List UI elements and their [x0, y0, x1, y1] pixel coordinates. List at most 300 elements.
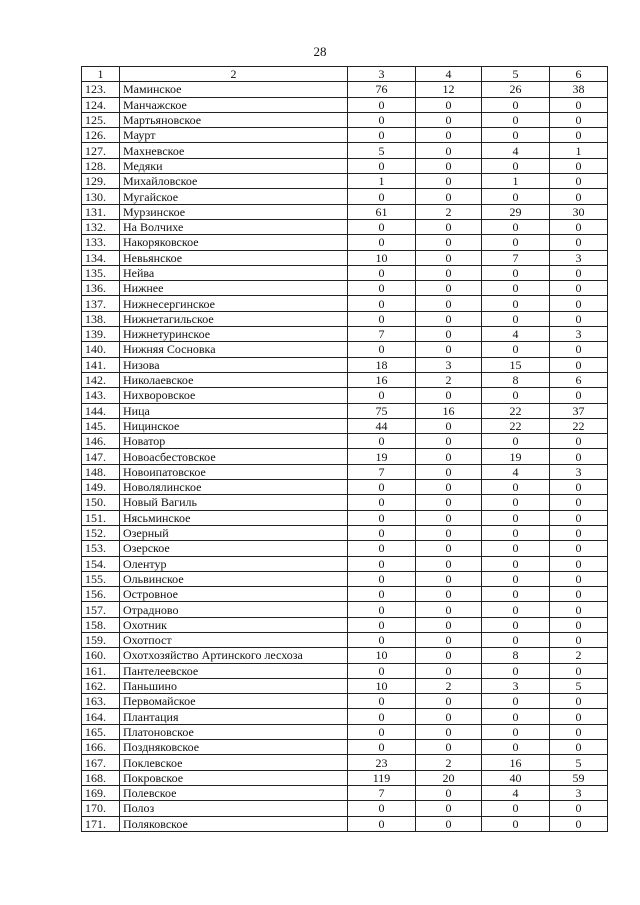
value-col-5: 40	[482, 770, 550, 785]
table-row	[82, 158, 608, 173]
hunting-ground-name: Мурзинское	[120, 204, 348, 219]
value-col-4: 0	[416, 464, 482, 479]
row-number: 144.	[82, 403, 120, 418]
value-col-6: 0	[550, 556, 608, 571]
value-col-4: 0	[416, 648, 482, 663]
hunting-ground-name: Поклевское	[120, 755, 348, 770]
value-col-5: 19	[482, 449, 550, 464]
value-col-6: 0	[550, 816, 608, 831]
value-col-3: 0	[348, 311, 416, 326]
value-col-3: 0	[348, 663, 416, 678]
row-number: 170.	[82, 801, 120, 816]
value-col-6: 22	[550, 418, 608, 433]
table-row	[82, 434, 608, 449]
hunting-ground-name: Мугайское	[120, 189, 348, 204]
value-col-3: 61	[348, 204, 416, 219]
row-number: 139.	[82, 327, 120, 342]
row-number: 126.	[82, 128, 120, 143]
hunting-ground-name: Невьянское	[120, 250, 348, 265]
value-col-3: 16	[348, 372, 416, 387]
value-col-5: 0	[482, 525, 550, 540]
row-number: 149.	[82, 480, 120, 495]
value-col-3: 10	[348, 648, 416, 663]
value-col-3: 10	[348, 250, 416, 265]
value-col-5: 0	[482, 602, 550, 617]
row-number: 156.	[82, 587, 120, 602]
value-col-4: 0	[416, 174, 482, 189]
hunting-ground-name: Покровское	[120, 770, 348, 785]
value-col-4: 0	[416, 449, 482, 464]
hunting-ground-name: Нижнетуринское	[120, 327, 348, 342]
value-col-3: 0	[348, 632, 416, 647]
table-row	[82, 342, 608, 357]
value-col-4: 0	[416, 495, 482, 510]
value-col-4: 0	[416, 327, 482, 342]
value-col-6: 0	[550, 357, 608, 372]
value-col-4: 0	[416, 541, 482, 556]
column-header: 2	[120, 67, 348, 82]
table-row	[82, 357, 608, 372]
value-col-6: 0	[550, 480, 608, 495]
hunting-ground-name: Мартьяновское	[120, 112, 348, 127]
value-col-3: 0	[348, 434, 416, 449]
table-row	[82, 663, 608, 678]
value-col-5: 0	[482, 97, 550, 112]
value-col-3: 0	[348, 235, 416, 250]
value-col-4: 0	[416, 235, 482, 250]
column-header: 3	[348, 67, 416, 82]
value-col-5: 0	[482, 296, 550, 311]
value-col-6: 3	[550, 327, 608, 342]
value-col-5: 4	[482, 143, 550, 158]
value-col-5: 0	[482, 112, 550, 127]
value-col-4: 0	[416, 281, 482, 296]
value-col-6: 0	[550, 219, 608, 234]
value-col-6: 0	[550, 449, 608, 464]
value-col-5: 1	[482, 174, 550, 189]
table-row	[82, 740, 608, 755]
value-col-6: 0	[550, 694, 608, 709]
hunting-ground-name: Первомайское	[120, 694, 348, 709]
row-number: 163.	[82, 694, 120, 709]
value-col-4: 2	[416, 204, 482, 219]
value-col-3: 0	[348, 724, 416, 739]
table-row	[82, 678, 608, 693]
value-col-5: 0	[482, 632, 550, 647]
value-col-4: 0	[416, 112, 482, 127]
value-col-4: 0	[416, 510, 482, 525]
value-col-5: 0	[482, 510, 550, 525]
value-col-4: 0	[416, 525, 482, 540]
hunting-ground-name: Озерный	[120, 525, 348, 540]
hunting-ground-name: Нижняя Сосновка	[120, 342, 348, 357]
table-row	[82, 632, 608, 647]
value-col-5: 0	[482, 724, 550, 739]
value-col-3: 75	[348, 403, 416, 418]
value-col-5: 4	[482, 327, 550, 342]
row-number: 155.	[82, 571, 120, 586]
table-row	[82, 174, 608, 189]
hunting-ground-name: Нижнетагильское	[120, 311, 348, 326]
table-row	[82, 464, 608, 479]
row-number: 167.	[82, 755, 120, 770]
value-col-4: 2	[416, 755, 482, 770]
row-number: 140.	[82, 342, 120, 357]
value-col-6: 0	[550, 235, 608, 250]
value-col-3: 0	[348, 740, 416, 755]
row-number: 137.	[82, 296, 120, 311]
value-col-6: 0	[550, 525, 608, 540]
value-col-6: 0	[550, 801, 608, 816]
value-col-6: 0	[550, 112, 608, 127]
table-row	[82, 403, 608, 418]
value-col-3: 23	[348, 755, 416, 770]
value-col-5: 26	[482, 82, 550, 97]
hunting-ground-name: Олентур	[120, 556, 348, 571]
table-row	[82, 82, 608, 97]
value-col-3: 0	[348, 112, 416, 127]
value-col-4: 2	[416, 372, 482, 387]
row-number: 135.	[82, 265, 120, 280]
table-row	[82, 495, 608, 510]
row-number: 141.	[82, 357, 120, 372]
value-col-6: 0	[550, 174, 608, 189]
value-col-6: 5	[550, 755, 608, 770]
value-col-6: 0	[550, 265, 608, 280]
table-row	[82, 128, 608, 143]
value-col-3: 0	[348, 97, 416, 112]
hunting-ground-name: Накоряковское	[120, 235, 348, 250]
row-number: 150.	[82, 495, 120, 510]
hunting-ground-name: Охотник	[120, 617, 348, 632]
row-number: 132.	[82, 219, 120, 234]
value-col-4: 0	[416, 816, 482, 831]
value-col-6: 0	[550, 541, 608, 556]
value-col-5: 0	[482, 281, 550, 296]
value-col-4: 2	[416, 678, 482, 693]
hunting-ground-name: Платоновское	[120, 724, 348, 739]
row-number: 142.	[82, 372, 120, 387]
value-col-4: 0	[416, 724, 482, 739]
table-row	[82, 785, 608, 800]
value-col-6: 0	[550, 602, 608, 617]
hunting-ground-name: Озерское	[120, 541, 348, 556]
hunting-ground-name: Плантация	[120, 709, 348, 724]
table-row	[82, 327, 608, 342]
value-col-4: 0	[416, 128, 482, 143]
row-number: 161.	[82, 663, 120, 678]
value-col-5: 7	[482, 250, 550, 265]
value-col-6: 0	[550, 296, 608, 311]
value-col-5: 0	[482, 434, 550, 449]
value-col-4: 0	[416, 480, 482, 495]
value-col-3: 0	[348, 128, 416, 143]
value-col-4: 0	[416, 265, 482, 280]
value-col-5: 8	[482, 372, 550, 387]
hunting-ground-name: Низова	[120, 357, 348, 372]
table-row	[82, 648, 608, 663]
table-header-row	[82, 67, 608, 82]
value-col-3: 0	[348, 495, 416, 510]
value-col-4: 12	[416, 82, 482, 97]
value-col-5: 0	[482, 480, 550, 495]
value-col-6: 0	[550, 189, 608, 204]
row-number: 131.	[82, 204, 120, 219]
row-number: 162.	[82, 678, 120, 693]
table-row	[82, 755, 608, 770]
table-row	[82, 587, 608, 602]
hunting-ground-name: Новатор	[120, 434, 348, 449]
table-row	[82, 724, 608, 739]
row-number: 164.	[82, 709, 120, 724]
value-col-5: 0	[482, 556, 550, 571]
row-number: 143.	[82, 388, 120, 403]
value-col-5: 15	[482, 357, 550, 372]
value-col-4: 0	[416, 250, 482, 265]
value-col-3: 7	[348, 327, 416, 342]
hunting-ground-name: Нижнее	[120, 281, 348, 296]
value-col-4: 0	[416, 785, 482, 800]
hunting-ground-name: Ница	[120, 403, 348, 418]
value-col-6: 0	[550, 740, 608, 755]
hunting-ground-name: Махневское	[120, 143, 348, 158]
value-col-5: 29	[482, 204, 550, 219]
table-row	[82, 709, 608, 724]
value-col-5: 16	[482, 755, 550, 770]
value-col-6: 0	[550, 281, 608, 296]
table-row	[82, 219, 608, 234]
table-row	[82, 250, 608, 265]
value-col-5: 4	[482, 464, 550, 479]
value-col-5: 4	[482, 785, 550, 800]
value-col-4: 0	[416, 801, 482, 816]
value-col-3: 19	[348, 449, 416, 464]
row-number: 130.	[82, 189, 120, 204]
row-number: 157.	[82, 602, 120, 617]
row-number: 160.	[82, 648, 120, 663]
hunting-ground-name: Новолялинское	[120, 480, 348, 495]
hunting-ground-name: На Волчихе	[120, 219, 348, 234]
value-col-4: 0	[416, 587, 482, 602]
table-row	[82, 816, 608, 831]
row-number: 148.	[82, 464, 120, 479]
value-col-6: 30	[550, 204, 608, 219]
hunting-ground-name: Полевское	[120, 785, 348, 800]
hunting-ground-name: Маминское	[120, 82, 348, 97]
hunting-ground-name: Манчажское	[120, 97, 348, 112]
value-col-6: 2	[550, 648, 608, 663]
value-col-3: 119	[348, 770, 416, 785]
value-col-6: 6	[550, 372, 608, 387]
value-col-3: 0	[348, 709, 416, 724]
value-col-3: 0	[348, 617, 416, 632]
hunting-ground-name: Нихворовское	[120, 388, 348, 403]
value-col-3: 0	[348, 587, 416, 602]
value-col-4: 0	[416, 97, 482, 112]
value-col-4: 0	[416, 158, 482, 173]
hunting-ground-name: Маурт	[120, 128, 348, 143]
value-col-3: 0	[348, 219, 416, 234]
value-col-3: 0	[348, 525, 416, 540]
table-body	[82, 82, 608, 832]
column-header: 5	[482, 67, 550, 82]
hunting-ground-name: Островное	[120, 587, 348, 602]
table-row	[82, 801, 608, 816]
table-row	[82, 541, 608, 556]
value-col-4: 0	[416, 311, 482, 326]
row-number: 154.	[82, 556, 120, 571]
row-number: 129.	[82, 174, 120, 189]
value-col-4: 0	[416, 694, 482, 709]
table-row	[82, 770, 608, 785]
value-col-3: 0	[348, 480, 416, 495]
value-col-5: 0	[482, 587, 550, 602]
value-col-3: 0	[348, 296, 416, 311]
value-col-4: 0	[416, 189, 482, 204]
hunting-ground-name: Ницинское	[120, 418, 348, 433]
value-col-5: 0	[482, 541, 550, 556]
value-col-3: 0	[348, 602, 416, 617]
value-col-4: 0	[416, 556, 482, 571]
value-col-3: 7	[348, 785, 416, 800]
row-number: 136.	[82, 281, 120, 296]
value-col-4: 0	[416, 143, 482, 158]
table-row	[82, 388, 608, 403]
value-col-6: 0	[550, 617, 608, 632]
value-col-5: 0	[482, 128, 550, 143]
row-number: 123.	[82, 82, 120, 97]
value-col-3: 0	[348, 388, 416, 403]
table-row	[82, 418, 608, 433]
value-col-5: 0	[482, 801, 550, 816]
value-col-3: 0	[348, 342, 416, 357]
column-header: 6	[550, 67, 608, 82]
hunting-ground-name: Охотпост	[120, 632, 348, 647]
value-col-6: 0	[550, 342, 608, 357]
value-col-3: 10	[348, 678, 416, 693]
hunting-ground-name: Медяки	[120, 158, 348, 173]
value-col-6: 0	[550, 434, 608, 449]
hunting-ground-name: Полоз	[120, 801, 348, 816]
hunting-ground-name: Пантелеевское	[120, 663, 348, 678]
hunting-ground-name: Николаевское	[120, 372, 348, 387]
value-col-5: 0	[482, 235, 550, 250]
row-number: 138.	[82, 311, 120, 326]
value-col-5: 0	[482, 388, 550, 403]
value-col-6: 3	[550, 464, 608, 479]
value-col-5: 3	[482, 678, 550, 693]
row-number: 147.	[82, 449, 120, 464]
value-col-5: 0	[482, 495, 550, 510]
row-number: 125.	[82, 112, 120, 127]
value-col-3: 0	[348, 541, 416, 556]
table-row	[82, 694, 608, 709]
row-number: 124.	[82, 97, 120, 112]
hunting-ground-name: Паньшино	[120, 678, 348, 693]
row-number: 151.	[82, 510, 120, 525]
table-row	[82, 97, 608, 112]
value-col-3: 76	[348, 82, 416, 97]
value-col-3: 0	[348, 816, 416, 831]
value-col-3: 5	[348, 143, 416, 158]
hunting-ground-name: Новоипатовское	[120, 464, 348, 479]
value-col-4: 0	[416, 571, 482, 586]
row-number: 145.	[82, 418, 120, 433]
value-col-3: 0	[348, 801, 416, 816]
value-col-4: 0	[416, 296, 482, 311]
value-col-5: 0	[482, 342, 550, 357]
table-row	[82, 602, 608, 617]
hunting-ground-name: Нижнесергинское	[120, 296, 348, 311]
value-col-6: 3	[550, 785, 608, 800]
value-col-4: 16	[416, 403, 482, 418]
column-header: 4	[416, 67, 482, 82]
hunting-ground-name: Ольвинское	[120, 571, 348, 586]
table-row	[82, 525, 608, 540]
value-col-5: 0	[482, 740, 550, 755]
value-col-3: 18	[348, 357, 416, 372]
value-col-4: 0	[416, 434, 482, 449]
value-col-3: 0	[348, 556, 416, 571]
hunting-ground-name: Нейва	[120, 265, 348, 280]
value-col-3: 44	[348, 418, 416, 433]
row-number: 171.	[82, 816, 120, 831]
value-col-3: 7	[348, 464, 416, 479]
value-col-5: 8	[482, 648, 550, 663]
row-number: 165.	[82, 724, 120, 739]
value-col-6: 0	[550, 663, 608, 678]
value-col-3: 0	[348, 189, 416, 204]
value-col-4: 0	[416, 418, 482, 433]
table-row	[82, 510, 608, 525]
hunting-ground-name: Новоасбестовское	[120, 449, 348, 464]
value-col-6: 0	[550, 571, 608, 586]
value-col-6: 0	[550, 128, 608, 143]
row-number: 169.	[82, 785, 120, 800]
table-row	[82, 189, 608, 204]
value-col-4: 0	[416, 602, 482, 617]
value-col-6: 0	[550, 311, 608, 326]
value-col-5: 0	[482, 816, 550, 831]
row-number: 153.	[82, 541, 120, 556]
value-col-4: 0	[416, 342, 482, 357]
row-number: 166.	[82, 740, 120, 755]
value-col-6: 59	[550, 770, 608, 785]
value-col-6: 37	[550, 403, 608, 418]
value-col-6: 0	[550, 388, 608, 403]
table-row	[82, 296, 608, 311]
table-row	[82, 449, 608, 464]
hunting-ground-name: Поздняковское	[120, 740, 348, 755]
value-col-4: 0	[416, 663, 482, 678]
table-row	[82, 480, 608, 495]
table-row	[82, 311, 608, 326]
value-col-4: 0	[416, 219, 482, 234]
table-row	[82, 372, 608, 387]
value-col-4: 0	[416, 709, 482, 724]
row-number: 134.	[82, 250, 120, 265]
value-col-5: 0	[482, 571, 550, 586]
value-col-6: 3	[550, 250, 608, 265]
table-row	[82, 235, 608, 250]
value-col-6: 0	[550, 97, 608, 112]
table-row	[82, 556, 608, 571]
value-col-5: 0	[482, 709, 550, 724]
value-col-5: 0	[482, 158, 550, 173]
hunting-ground-name: Нясьминское	[120, 510, 348, 525]
row-number: 168.	[82, 770, 120, 785]
hunting-ground-name: Поляковское	[120, 816, 348, 831]
